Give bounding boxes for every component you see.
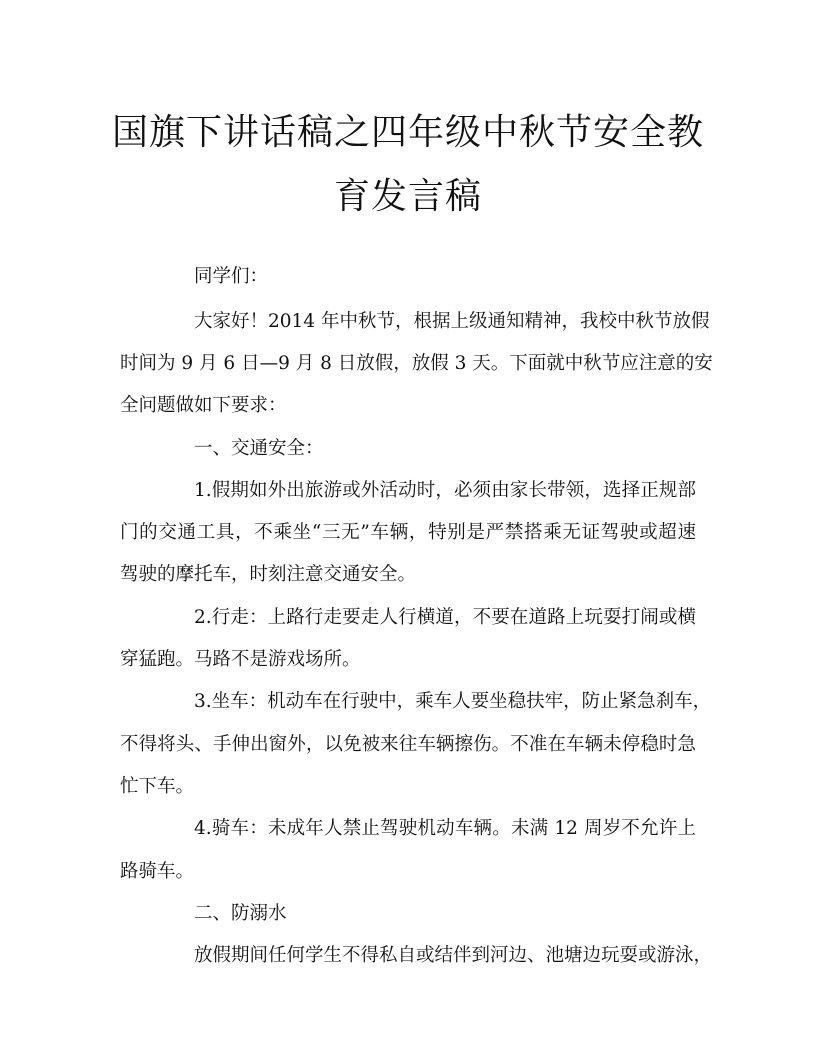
paragraph-line: 路骑车。 <box>120 861 195 882</box>
paragraph-line: 门的交通工具，不乘坐“三无”车辆，特别是严禁搭乘无证驾驶或超速 <box>120 522 696 543</box>
paragraph-line: 全问题做如下要求： <box>120 395 287 416</box>
section-heading-drowning: 二、防溺水 <box>194 903 287 924</box>
paragraph-line: 放假期间任何学生不得私自或结伴到河边、池塘边玩耍或游泳， <box>194 945 713 966</box>
paragraph-line: 大家好！2014 年中秋节，根据上级通知精神，我校中秋节放假 <box>194 311 710 332</box>
paragraph-line: 不得将头、手伸出窗外，以免被来往车辆擦伤。不准在车辆未停稳时急 <box>120 734 696 755</box>
document-title-line-1: 国旗下讲话稿之四年级中秋节安全教 <box>111 112 704 153</box>
salutation: 同学们： <box>194 266 269 287</box>
document-title-line-2: 育发言稿 <box>333 176 482 217</box>
paragraph-line: 时间为 9 月 6 日—9 月 8 日放假，放假 3 天。下面就中秋节应注意的安 <box>120 353 713 374</box>
section-heading-traffic: 一、交通安全： <box>194 438 324 459</box>
paragraph-line: 穿猛跑。马路不是游戏场所。 <box>120 649 361 670</box>
paragraph-line: 忙下车。 <box>120 776 195 797</box>
paragraph-line: 4.骑车：未成年人禁止驾驶机动车辆。未满 12 周岁不允许上 <box>194 818 696 839</box>
paragraph-line: 驾驶的摩托车，时刻注意交通安全。 <box>120 564 417 585</box>
paragraph-line: 2.行走：上路行走要走人行横道，不要在道路上玩耍打闹或横 <box>194 607 696 628</box>
paragraph-line: 1.假期如外出旅游或外活动时，必须由家长带领，选择正规部 <box>194 480 696 501</box>
paragraph-line: 3.坐车：机动车在行驶中，乘车人要坐稳扶牢，防止紧急刹车， <box>194 691 712 712</box>
